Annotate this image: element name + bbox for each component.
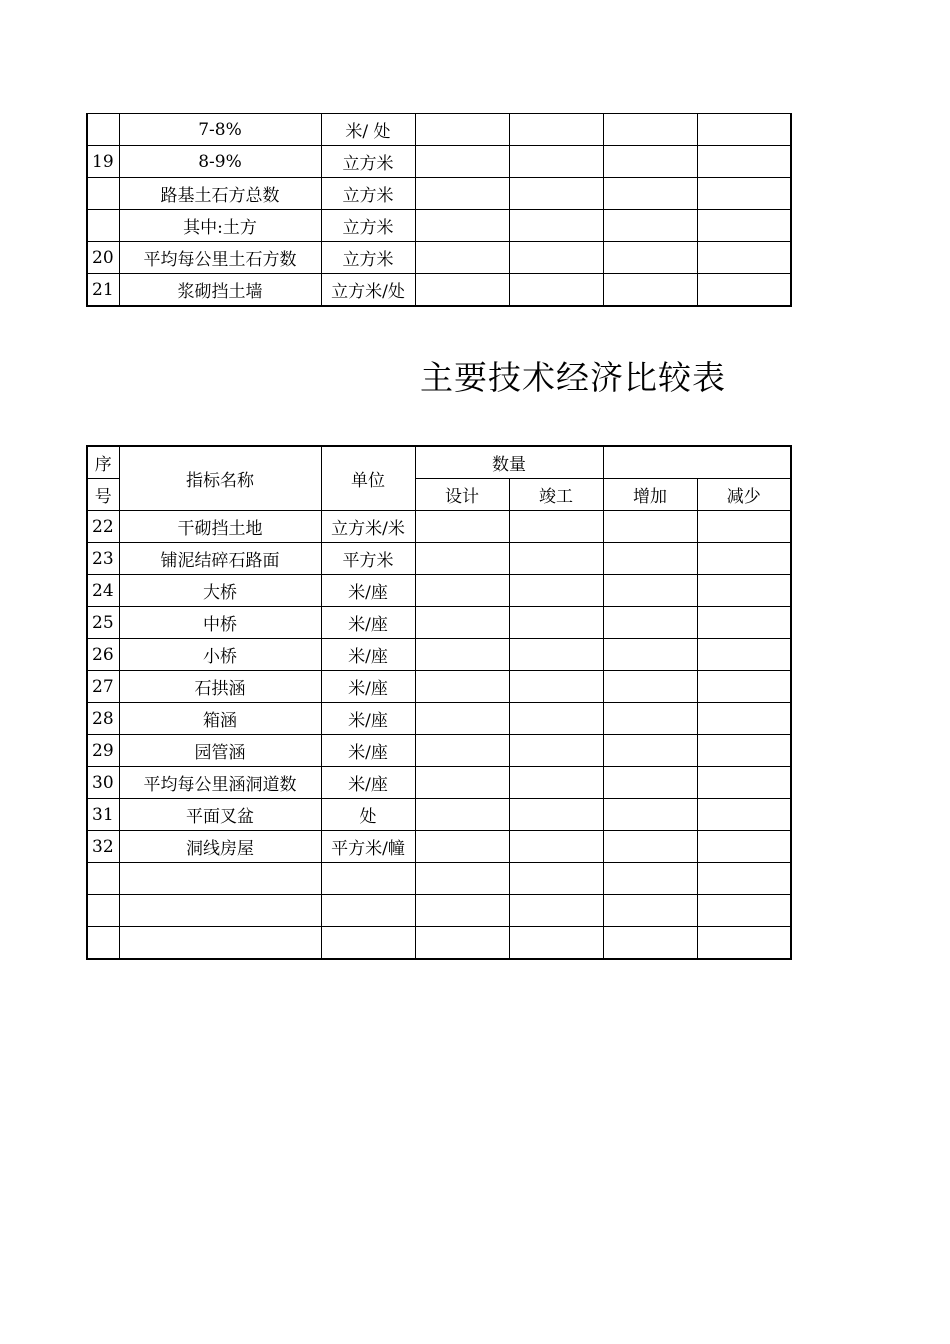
row-decrease (697, 607, 791, 639)
header-design: 设计 (415, 479, 509, 511)
row-name: 平均每公里土石方数 (119, 242, 321, 274)
row-decrease (697, 927, 791, 960)
row-increase (603, 767, 697, 799)
row-number (87, 895, 119, 927)
row-number: 26 (87, 639, 119, 671)
row-unit: 米/ 处 (321, 114, 415, 146)
row-increase (603, 639, 697, 671)
row-unit: 立方米 (321, 146, 415, 178)
row-increase (603, 511, 697, 543)
row-number (87, 210, 119, 242)
row-completed (509, 114, 603, 146)
page-title: 主要技术经济比较表 (420, 358, 726, 397)
row-number: 20 (87, 242, 119, 274)
row-completed (509, 242, 603, 274)
table-row (87, 575, 791, 607)
row-completed (509, 735, 603, 767)
row-completed (509, 767, 603, 799)
row-name (119, 927, 321, 960)
row-unit (321, 895, 415, 927)
row-increase (603, 178, 697, 210)
row-completed (509, 639, 603, 671)
row-completed (509, 895, 603, 927)
table-row (87, 114, 791, 146)
row-number: 22 (87, 511, 119, 543)
row-completed (509, 178, 603, 210)
row-number: 32 (87, 831, 119, 863)
table-row (87, 543, 791, 575)
row-increase (603, 114, 697, 146)
row-unit: 米/座 (321, 639, 415, 671)
table-row (87, 703, 791, 735)
row-unit: 平方米/幢 (321, 831, 415, 863)
row-completed (509, 799, 603, 831)
table-row (87, 242, 791, 274)
comparison-table (86, 445, 792, 960)
row-completed (509, 575, 603, 607)
header-quantity: 数量 (415, 446, 603, 479)
row-unit: 米/座 (321, 735, 415, 767)
row-unit (321, 863, 415, 895)
row-completed (509, 927, 603, 960)
row-unit: 立方米/处 (321, 274, 415, 307)
row-completed (509, 831, 603, 863)
row-decrease (697, 767, 791, 799)
table-row (87, 671, 791, 703)
row-name: 中桥 (119, 607, 321, 639)
row-number: 30 (87, 767, 119, 799)
row-name: 箱涵 (119, 703, 321, 735)
row-completed (509, 863, 603, 895)
header-unit: 单位 (321, 446, 415, 511)
row-name: 平面叉盆 (119, 799, 321, 831)
row-name: 8-9% (119, 146, 321, 178)
table-row (87, 767, 791, 799)
table-row (87, 831, 791, 863)
row-design (415, 735, 509, 767)
top-table (86, 113, 792, 307)
table-row (87, 927, 791, 960)
row-unit: 米/座 (321, 607, 415, 639)
row-number (87, 927, 119, 960)
row-design (415, 671, 509, 703)
table-row (87, 146, 791, 178)
row-completed (509, 703, 603, 735)
row-number (87, 114, 119, 146)
row-design (415, 831, 509, 863)
row-unit: 立方米 (321, 178, 415, 210)
row-number: 25 (87, 607, 119, 639)
row-increase (603, 274, 697, 307)
row-design (415, 799, 509, 831)
row-design (415, 543, 509, 575)
row-number: 19 (87, 146, 119, 178)
row-number: 29 (87, 735, 119, 767)
row-increase (603, 927, 697, 960)
row-name: 园管涵 (119, 735, 321, 767)
row-name (119, 895, 321, 927)
row-design (415, 607, 509, 639)
row-design (415, 575, 509, 607)
row-name: 路基土石方总数 (119, 178, 321, 210)
row-decrease (697, 895, 791, 927)
row-unit (321, 927, 415, 960)
row-unit: 米/座 (321, 671, 415, 703)
row-unit: 平方米 (321, 543, 415, 575)
row-design (415, 274, 509, 307)
row-decrease (697, 863, 791, 895)
row-number: 24 (87, 575, 119, 607)
row-design (415, 210, 509, 242)
row-increase (603, 146, 697, 178)
table-row (87, 799, 791, 831)
row-completed (509, 543, 603, 575)
row-name: 平均每公里涵洞道数 (119, 767, 321, 799)
row-completed (509, 146, 603, 178)
row-increase (603, 799, 697, 831)
row-completed (509, 274, 603, 307)
row-completed (509, 511, 603, 543)
table-row (87, 178, 791, 210)
table-row (87, 863, 791, 895)
row-design (415, 178, 509, 210)
row-name (119, 863, 321, 895)
row-unit: 立方米 (321, 210, 415, 242)
row-decrease (697, 543, 791, 575)
row-design (415, 863, 509, 895)
row-increase (603, 543, 697, 575)
row-decrease (697, 575, 791, 607)
table-row (87, 274, 791, 307)
header-blank (603, 446, 791, 479)
header-no-top: 序 (87, 446, 119, 479)
row-decrease (697, 146, 791, 178)
row-design (415, 639, 509, 671)
row-unit: 立方米 (321, 242, 415, 274)
row-decrease (697, 799, 791, 831)
table-row (87, 735, 791, 767)
row-name: 大桥 (119, 575, 321, 607)
row-increase (603, 671, 697, 703)
row-unit: 处 (321, 799, 415, 831)
header-name: 指标名称 (119, 446, 321, 511)
table-row (87, 511, 791, 543)
row-name: 铺泥结碎石路面 (119, 543, 321, 575)
row-unit: 立方米/米 (321, 511, 415, 543)
row-decrease (697, 210, 791, 242)
row-name: 浆砌挡土墙 (119, 274, 321, 307)
row-unit: 米/座 (321, 767, 415, 799)
row-increase (603, 735, 697, 767)
row-name: 洞线房屋 (119, 831, 321, 863)
row-design (415, 146, 509, 178)
row-increase (603, 831, 697, 863)
row-increase (603, 575, 697, 607)
row-design (415, 242, 509, 274)
header-increase: 增加 (603, 479, 697, 511)
row-number: 21 (87, 274, 119, 307)
row-design (415, 927, 509, 960)
row-increase (603, 210, 697, 242)
row-number (87, 178, 119, 210)
row-completed (509, 607, 603, 639)
header-decrease: 减少 (697, 479, 791, 511)
row-name: 小桥 (119, 639, 321, 671)
row-design (415, 511, 509, 543)
row-name: 石拱涵 (119, 671, 321, 703)
row-decrease (697, 671, 791, 703)
header-no-bottom: 号 (87, 479, 119, 511)
row-decrease (697, 178, 791, 210)
row-number: 23 (87, 543, 119, 575)
row-decrease (697, 114, 791, 146)
row-name: 干砌挡土地 (119, 511, 321, 543)
row-design (415, 114, 509, 146)
row-design (415, 895, 509, 927)
row-decrease (697, 511, 791, 543)
row-number: 28 (87, 703, 119, 735)
row-increase (603, 607, 697, 639)
row-decrease (697, 735, 791, 767)
row-increase (603, 242, 697, 274)
table-row (87, 639, 791, 671)
row-decrease (697, 274, 791, 307)
table-row (87, 895, 791, 927)
row-decrease (697, 831, 791, 863)
row-increase (603, 895, 697, 927)
row-increase (603, 703, 697, 735)
row-completed (509, 210, 603, 242)
row-name: 7-8% (119, 114, 321, 146)
row-decrease (697, 242, 791, 274)
row-unit: 米/座 (321, 703, 415, 735)
row-name: 其中:土方 (119, 210, 321, 242)
row-number: 27 (87, 671, 119, 703)
table-row (87, 607, 791, 639)
row-number: 31 (87, 799, 119, 831)
row-design (415, 767, 509, 799)
header-row-1 (87, 446, 791, 479)
row-unit: 米/座 (321, 575, 415, 607)
row-completed (509, 671, 603, 703)
row-decrease (697, 639, 791, 671)
header-completed: 竣工 (509, 479, 603, 511)
row-design (415, 703, 509, 735)
row-increase (603, 863, 697, 895)
table-row (87, 210, 791, 242)
row-decrease (697, 703, 791, 735)
row-number (87, 863, 119, 895)
